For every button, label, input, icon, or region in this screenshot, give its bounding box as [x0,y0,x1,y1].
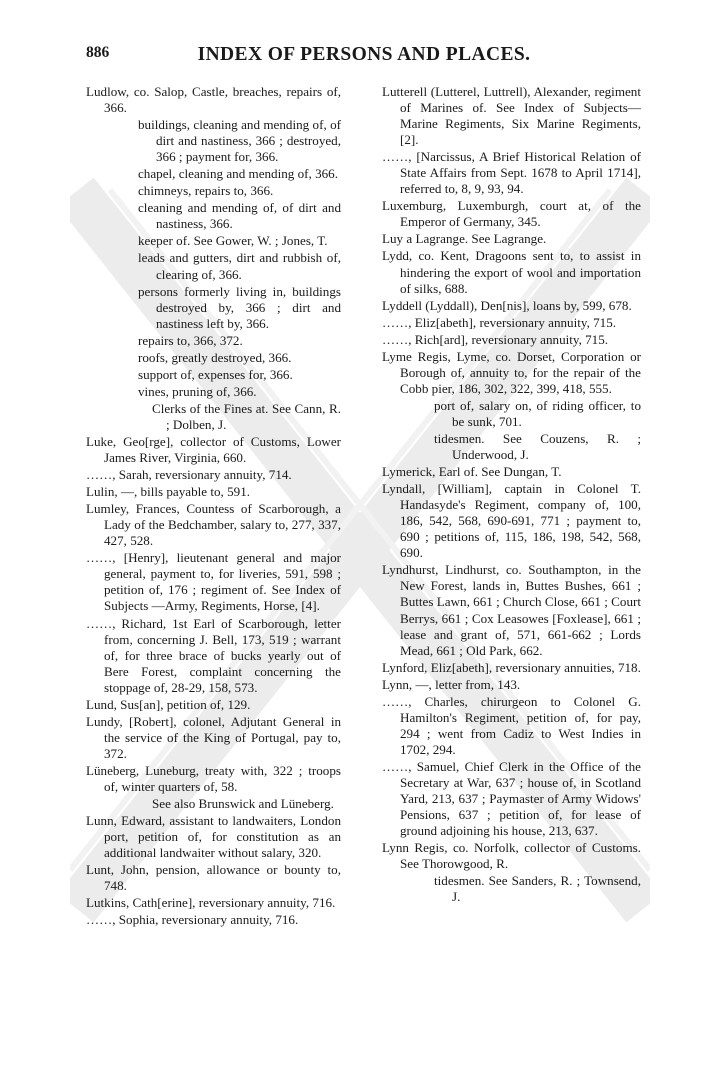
index-entry: ……, [Narcissus, A Brief Historical Relation of State Affairs from Sept. 1678 to April 1714], referred to, 8, 9, 93, 94. [382,149,641,197]
index-entry: cleaning and mending of, of dirt and nastiness, 366. [138,200,341,232]
index-entry: persons formerly living in, buildings destroyed by, 366 ; dirt and nastiness left by, 366. [138,283,341,331]
index-entry: buildings, cleaning and mending of, of dirt and nastiness, 366 ; destroyed, 366 ; payment for, 366. [138,117,341,165]
index-entry: Lunt, John, pension, allowance or bounty to, 748. [86,862,341,894]
index-entry: ……, Rich[ard], reversionary annuity, 715. [382,331,609,347]
index-entry: ……, Samuel, Chief Clerk in the Office of the Secretary at War, 637 ; house of, in Scotland Yard, 213, 637 ; Paymaster of Army Widows' Pensions, 637 ; petition of, for lease of ground adjoining his house, 213, 637. [382,758,641,839]
index-entry: Lulin, —, bills payable to, 591. [86,484,251,500]
index-entry: Lumley, Frances, Countess of Scarborough, a Lady of the Bedchamber, salary to, 277, 337, 427, 528. [86,501,341,549]
running-title: INDEX OF PERSONS AND PLACES. [197,44,531,65]
index-column-right [382,84,641,906]
index-entry: Luy a Lagrange. See Lagrange. [382,231,547,247]
page-number: 886 [86,44,110,61]
index-entry: Ludlow, co. Salop, Castle, breaches, repairs of, 366. [86,84,341,116]
index-entry: Lyme Regis, Lyme, co. Dorset, Corporation or Borough of, annuity to, for the repair of the Cobb pier, 186, 302, 322, 399, 418, 555. [382,348,641,396]
index-entry: chimneys, repairs to, 366. [138,183,274,199]
index-entry: ……, Sarah, reversionary annuity, 714. [86,467,292,483]
index-entry: vines, pruning of, 366. [138,383,257,399]
index-entry: Lundy, [Robert], colonel, Adjutant General in the service of the King of Portugal, pay to, 372. [86,713,341,761]
index-entry: Lüneberg, Luneburg, treaty with, 322 ; troops of, winter quarters of, 58. [86,762,341,794]
index-entry: repairs to, 366, 372. [138,332,243,348]
index-entry: See also Brunswick and Lüneberg. [152,796,334,812]
index-entry: keeper of. See Gower, W. ; Jones, T. [138,233,328,249]
index-entry: Lynford, Eliz[abeth], reversionary annuities, 718. [382,659,641,675]
index-entry: Lynn, —, letter from, 143. [382,676,521,692]
index-entry: Lynn Regis, co. Norfolk, collector of Customs. See Thorowgood, R. [382,840,641,872]
index-entry: port of, salary on, of riding officer, to be sunk, 701. [434,397,641,429]
index-entry: leads and gutters, dirt and rubbish of, clearing of, 366. [138,250,341,282]
index-entry: Lunn, Edward, assistant to landwaiters, London port, petition of, for constitution as an additional landwaiter without salary, 320. [86,813,341,861]
index-entry: ……, Richard, 1st Earl of Scarborough, letter from, concerning J. Bell, 173, 519 ; warrant of, for three brace of bucks yearly out of Bere Forest, complaint concerning the stoppage of, 28-29, 158, 573. [86,615,341,695]
index-entry: ……, [Henry], lieutenant general and major general, payment to, for liveries, 591, 598 ; petition of, 176 ; regiment of. See Index of Subjects —Army, Regiments, Horse, [4]. [86,550,341,614]
index-entry: Lutkins, Cath[erine], reversionary annuity, 716. [86,895,336,911]
page-header [86,44,642,68]
index-entry: Lyndhurst, Lindhurst, co. Southampton, in the New Forest, lands in, Buttes Bushes, 661 ; Buttes Lawn, 661 ; Church Close, 661 ; Court Berrys, 661 ; Cox Leasowes [Foxlease], 661 ; lease and grant of, 571, 661-662 ; Lords Mead, 661 ; Old Park, 662. [382,562,641,658]
index-entry: Lymerick, Earl of. See Dungan, T. [382,464,562,480]
index-entry: roofs, greatly destroyed, 366. [138,349,292,365]
index-entry: Lyddell (Lyddall), Den[nis], loans by, 599, 678. [382,297,632,313]
index-entry: Lund, Sus[an], petition of, 129. [86,696,251,712]
index-entry: ……, Charles, chirurgeon to Colonel G. Hamilton's Regiment, petition of, for pay, 294 ; went from Cadiz to West Indies in 1702, 294. [382,693,641,757]
index-column-left [86,84,341,929]
index-entry: Lutterell (Lutterel, Luttrell), Alexander, regiment of Marines of. See Index of Subjects—Marine Regiments, Six Marine Regiments, [2]. [382,84,641,148]
index-entry: Clerks of the Fines at. See Cann, R. ; Dolben, J. [152,400,341,432]
index-entry: ……, Eliz[abeth], reversionary annuity, 715. [382,314,617,330]
index-entry: chapel, cleaning and mending of, 366. [138,166,338,182]
index-entry: Luxemburg, Luxemburgh, court at, of the Emperor of Germany, 345. [382,198,641,230]
index-entry: Luke, Geo[rge], collector of Customs, Lower James River, Virginia, 660. [86,433,341,466]
index-entry: ……, Sophia, reversionary annuity, 716. [86,912,299,928]
index-entry: tidesmen. See Sanders, R. ; Townsend, J. [434,873,641,905]
index-entry: Lyndall, [William], captain in Colonel T. Handasyde's Regiment, company of, 100, 186, 542, 568, 690-691, 771 ; payment to, 690 ; petitions of, 115, 186, 198, 542, 568, 690. [382,481,641,561]
index-entry: support of, expenses for, 366. [138,366,293,382]
index-entry: tidesmen. See Couzens, R. ; Underwood, J. [434,430,641,463]
index-entry: Lydd, co. Kent, Dragoons sent to, to assist in hindering the export of wool and importation of silks, 688. [382,248,641,296]
